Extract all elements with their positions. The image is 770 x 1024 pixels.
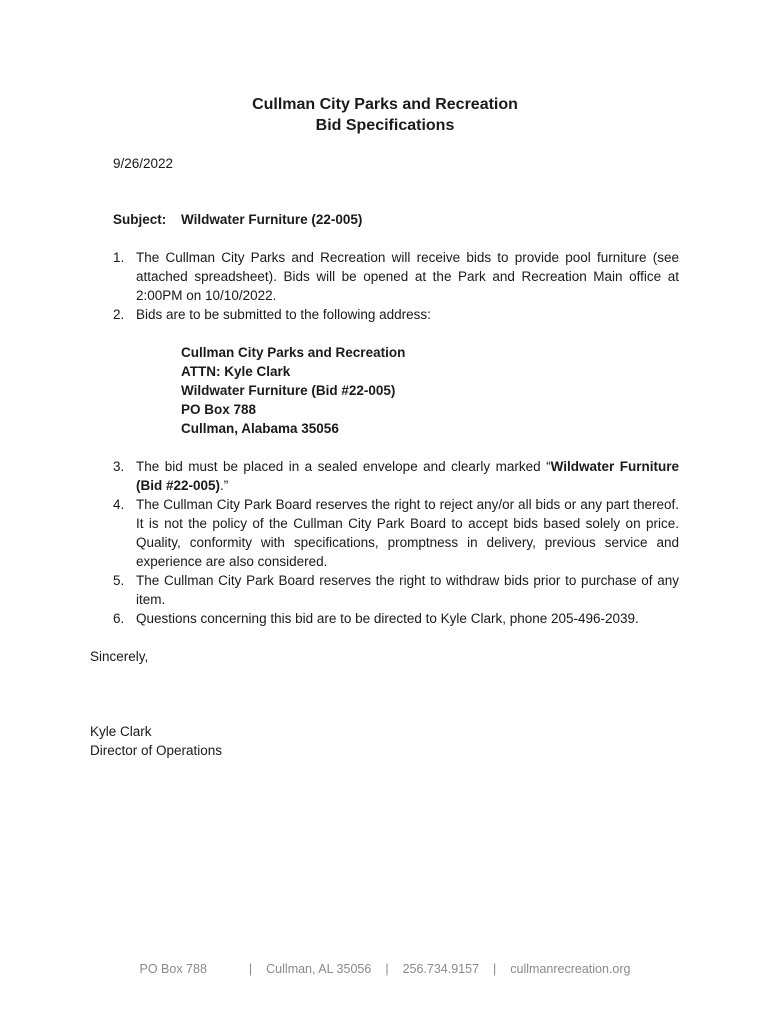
footer-website: cullmanrecreation.org (510, 962, 631, 976)
subject-label: Subject: (113, 212, 167, 227)
spec-item-5 (113, 571, 679, 609)
spec-item-number: 6. (113, 611, 125, 626)
spec-item-text: The Cullman City Park Board reserves the right to withdraw bids prior to purchase of any item. (136, 573, 679, 607)
title-line-organization: Cullman City Parks and Recreation (252, 96, 518, 113)
signature-title: Director of Operations (90, 743, 223, 758)
spec-item-text: The bid must be placed in a sealed envelope and clearly marked “ (136, 459, 551, 474)
spec-item-text: The Cullman City Parks and Recreation will receive bids to provide pool furniture (see attached spreadsheet). Bids will be opened at the Park and Recreation Main office at 2:00PM on 10/10/2022. (136, 250, 679, 303)
spec-item-text: Bids are to be submitted to the following address: (136, 307, 431, 322)
document-date: 9/26/2022 (113, 156, 174, 171)
footer-pobox: PO Box 788 (139, 962, 207, 976)
mailing-address (181, 343, 405, 438)
footer-separator: | (385, 962, 389, 976)
spec-item-text: The Cullman City Park Board reserves the right to reject any/or all bids or any part thereof. It is not the policy of the Cullman City Park Board to accept bids based solely on price. Quality, conformity with specifications, promptness in delivery, previous service and experience are also considered. (136, 497, 679, 569)
document-title (0, 94, 770, 136)
spec-item-3 (113, 457, 679, 495)
closing-salutation: Sincerely, (90, 649, 149, 664)
spec-list-part-2 (113, 457, 679, 628)
signature-name: Kyle Clark (90, 724, 152, 739)
spec-item-2 (113, 305, 679, 324)
spec-item-number: 3. (113, 459, 125, 474)
footer-city: Cullman, AL 35056 (266, 962, 372, 976)
spec-item-number: 1. (113, 250, 125, 265)
spec-item-text-end: .” (220, 478, 229, 493)
address-line: Wildwater Furniture (Bid #22-005) (181, 383, 396, 398)
spec-item-6 (113, 609, 679, 628)
spec-item-number: 4. (113, 497, 125, 512)
subject-value: Wildwater Furniture (22-005) (181, 212, 363, 227)
footer-phone: 256.734.9157 (402, 962, 480, 976)
address-line: ATTN: Kyle Clark (181, 364, 291, 379)
address-line: Cullman, Alabama 35056 (181, 421, 339, 436)
subject-line (113, 210, 362, 229)
address-line: Cullman City Parks and Recreation (181, 345, 406, 360)
footer-separator: | (493, 962, 497, 976)
spec-item-number: 5. (113, 573, 125, 588)
signature-block (90, 722, 222, 760)
address-line: PO Box 788 (181, 402, 257, 417)
title-line-bid-specifications: Bid Specifications (315, 117, 455, 134)
footer-separator: | (248, 962, 253, 976)
spec-item-1 (113, 248, 679, 305)
spec-list-part-1 (113, 248, 679, 324)
page-footer (0, 960, 770, 978)
spec-item-text: Questions concerning this bid are to be directed to Kyle Clark, phone 205-496-2039. (136, 611, 639, 626)
spec-item-4 (113, 495, 679, 571)
spec-item-bold-text: Wildwater Furniture (Bid #22-005) (136, 459, 679, 493)
spec-item-number: 2. (113, 307, 125, 322)
